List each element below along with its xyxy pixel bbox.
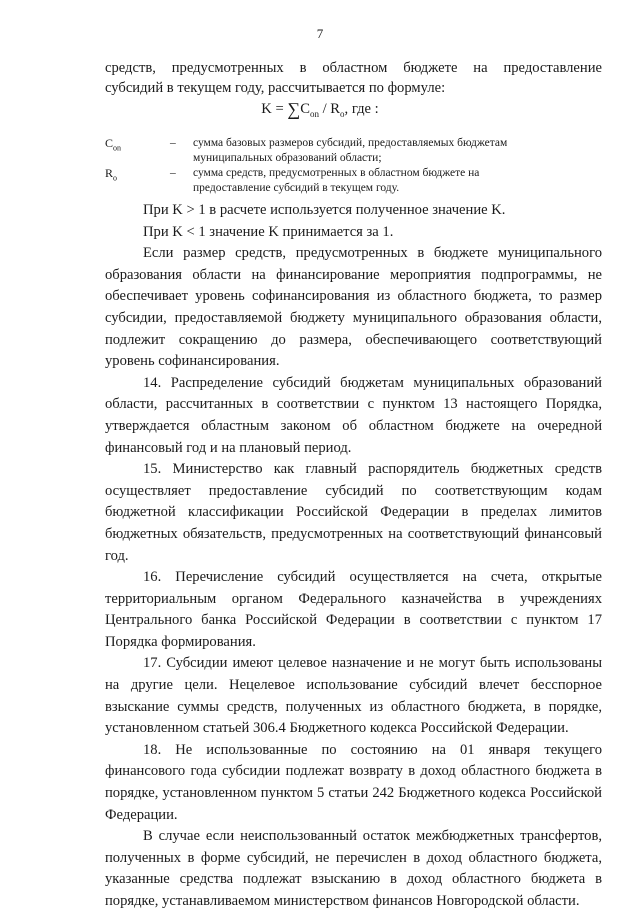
paragraph-k-less: При K < 1 значение K принимается за 1.: [143, 223, 394, 240]
formula-c: C: [300, 101, 310, 117]
formula-r-sub: o: [340, 108, 345, 119]
formula-c-sub: on: [309, 108, 319, 119]
definition-symbol: $R_o$: [105, 166, 118, 183]
formula-lhs: K =: [261, 101, 288, 117]
definition-dash: –: [170, 137, 176, 149]
paragraph-14: 14. Распределение субсидий бюджетам муниципальных образований области, рассчитанных в соответствии с пунктом 13 настоящего Порядка, утверждается областным законом об областном бюджете на очередной финансовый год и на плановый период.: [105, 374, 602, 456]
definition-symbol: $C_{on}$: [105, 136, 122, 153]
paragraph-remainder: В случае если неиспользованный остаток межбюджетных трансфертов, полученных в форме субсидий, не перечислен в доход областного бюджета, указанные средства подлежат взысканию в доход областного бюджета в порядке, устанавливаемом министерством финансов Новгородской области.: [105, 828, 602, 909]
paragraph-cofinancing: Если размер средств, предусмотренных в бюджете муниципального образования области на финансирование мероприятия подпрограммы, не обеспечивает уровень софинансирования из областного бюджета, то размер субсидии, предоставляемой бюджету муниципального образования области, подлежит сокращению до размера, обеспечивающего соответствующий уровень софинансирования.: [105, 245, 602, 370]
intro-line-2: субсидий в текущем году, рассчитывается по формуле:: [105, 80, 446, 96]
paragraph-k-greater: При K > 1 в расчете используется полученное значение K.: [143, 202, 506, 218]
intro-line-1: средств, предусмотренных в областном бюджете на предоставление: [105, 60, 602, 76]
formula: [0, 99, 640, 120]
page-number: 7: [316, 26, 324, 41]
formula-divider: / R: [318, 101, 341, 117]
body-text: [105, 200, 602, 913]
definition-text: сумма средств, предусмотренных в областном бюджете на предоставление субсидий в текущем году.: [193, 167, 480, 194]
intro-text: [105, 58, 602, 98]
paragraph-18: 18. Не использованные по состоянию на 01 января текущего финансового года субсидии подлежат возврату в доход областного бюджета в порядке, установленном пунктом 5 статьи 242 Бюджетного кодекса Российской Федерации.: [105, 741, 602, 823]
formula-sigma: ∑: [287, 99, 301, 119]
definition-text: сумма базовых размеров субсидий, предоставляемых бюджетам муниципальных образований области;: [193, 137, 508, 164]
formula-tail: , где :: [344, 101, 379, 117]
paragraph-15: 15. Министерство как главный распорядитель бюджетных средств осуществляет предоставление субсидий по соответствующим кодам бюджетной классификации Российской Федерации в пределах лимитов бюджетных обязательств, предусмотренных на соответствующий финансовый год.: [105, 461, 602, 564]
paragraph-16: 16. Перечисление субсидий осуществляется на счета, открытые территориальным органом Федерального казначейства в учреждениях Центрального банка Российской Федерации в соответствии с пунктом 17 Порядка формирования.: [105, 569, 602, 650]
paragraph-17: 17. Субсидии имеют целевое назначение и не могут быть использованы на другие цели. Нецелевое использование субсидий влечет бесспорное взыскание суммы средств, полученных из областного бюджета, в порядке, установленном статьей 306.4 Бюджетного кодекса Российской Федерации.: [105, 655, 602, 737]
definition-dash: –: [170, 167, 176, 179]
